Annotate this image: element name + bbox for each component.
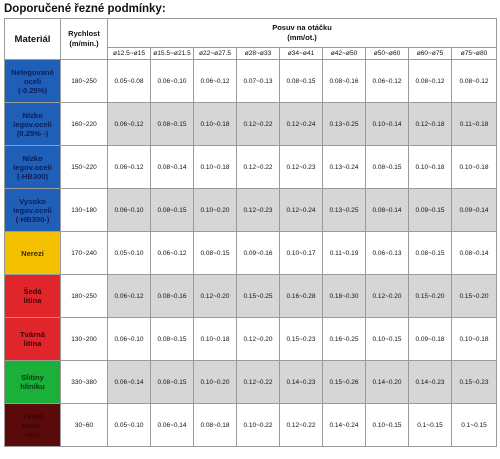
feed-cell: 0.06~0.10 [151,60,194,103]
feed-cell: 0.06~0.12 [108,103,151,146]
speed-cell: 170~240 [61,232,108,275]
material-name-line: Nerezi [21,248,44,258]
material-cell [5,146,61,189]
feed-cell: 0.12~0.23 [280,146,323,189]
diameter-header-cell: ø60~ø75 [409,48,452,60]
feed-cell: 0.06~0.12 [194,60,237,103]
feed-cell: 0.10~0.18 [452,318,497,361]
material-name-line: (-HB300-) [15,214,50,224]
feed-cell: 0.15~0.20 [409,275,452,318]
table-body [5,60,497,447]
feed-cell: 0.10~0.18 [194,318,237,361]
table-row [5,275,497,318]
material-name-line: legov.oceli [13,162,52,172]
feed-cell: 0.06~0.10 [108,318,151,361]
material-name-line: litina [23,339,42,348]
feed-cell: 0.10~0.17 [280,232,323,275]
material-cell [5,60,61,103]
table-row [5,361,497,404]
feed-cell: 0.06~0.14 [151,404,194,447]
feed-cell: 0.11~0.18 [452,103,497,146]
feed-cell: 0.10~0.22 [237,404,280,447]
feed-cell: 0.09~0.14 [452,189,497,232]
feed-cell: 0.08~0.12 [452,60,497,103]
feed-header-line2: (mm/ot.) [287,33,317,42]
feed-cell: 0.08~0.14 [452,232,497,275]
material-cell [5,404,61,447]
feed-cell: 0.12~0.22 [237,103,280,146]
table-row [5,318,497,361]
speed-cell: 130~200 [61,318,108,361]
feed-cell: 0.12~0.24 [280,103,323,146]
speed-cell: 30~60 [61,404,108,447]
material-name-line: (0.25% -) [16,128,49,138]
feed-cell: 0.05~0.10 [108,404,151,447]
material-name-line: (-0.25%) [17,85,48,95]
header-row-main [5,19,497,48]
feed-cell: 0.1~0.15 [409,404,452,447]
speed-cell: 130~180 [61,189,108,232]
feed-cell: 0.08~0.15 [151,318,194,361]
diameter-header-cell: ø34~ø41 [280,48,323,60]
feed-cell: 0.08~0.14 [366,189,409,232]
table-row [5,404,497,447]
material-name-line: Nízko [22,110,43,120]
feed-cell: 0.08~0.15 [151,103,194,146]
diameter-header-cell: ø12.5~ø15 [108,48,151,60]
feed-cell: 0.06~0.12 [108,275,151,318]
material-name-line: Tvrdé [22,411,43,421]
material-header: Materiál [5,19,61,60]
feed-cell: 0.15~0.25 [237,275,280,318]
feed-cell: 0.08~0.15 [409,232,452,275]
material-name-line: mate- [22,420,43,430]
table-row [5,232,497,275]
feed-cell: 0.06~0.10 [108,189,151,232]
material-cell [5,361,61,404]
feed-cell: 0.12~0.22 [237,146,280,189]
feed-cell: 0.08~0.15 [280,60,323,103]
table-row [5,103,497,146]
feed-cell: 0.10~0.14 [366,103,409,146]
feed-cell: 0.09~0.18 [409,318,452,361]
feed-cell: 0.08~0.15 [151,361,194,404]
diameter-header-cell: ø15.5~ø21.5 [151,48,194,60]
feed-cell: 0.08~0.18 [194,404,237,447]
feed-cell: 0.10~0.18 [194,103,237,146]
table-row [5,189,497,232]
material-name-line: Tvárná [20,330,45,339]
feed-cell: 0.12~0.18 [409,103,452,146]
material-name-line: Šedá [23,287,42,296]
material-cell [5,318,61,361]
speed-cell: 330~380 [61,361,108,404]
feed-cell: 0.06~0.12 [366,60,409,103]
feed-cell: 0.12~0.22 [280,404,323,447]
material-name-line: riály [24,429,41,439]
feed-cell: 0.09~0.15 [409,189,452,232]
feed-cell: 0.10~0.18 [194,146,237,189]
feed-cell: 0.11~0.19 [323,232,366,275]
feed-cell: 0.08~0.15 [151,189,194,232]
feed-cell: 0.12~0.20 [237,318,280,361]
material-name-line: Vysoko [19,196,46,206]
feed-cell: 0.06~0.12 [108,146,151,189]
feed-cell: 0.05~0.08 [108,60,151,103]
feed-cell: 0.13~0.25 [323,103,366,146]
speed-cell: 160~220 [61,103,108,146]
feed-cell: 0.10~0.18 [409,146,452,189]
feed-header [108,19,497,48]
material-name-line: Nízko [22,153,43,163]
material-name-line: Nelegované [11,67,54,77]
feed-cell: 0.08~0.16 [323,60,366,103]
feed-cell: 0.15~0.23 [280,318,323,361]
feed-cell: 0.08~0.16 [151,275,194,318]
speed-header-line1: Rychlost [68,29,100,38]
feed-cell: 0.16~0.28 [280,275,323,318]
feed-cell: 0.10~0.20 [194,189,237,232]
diameter-header-cell: ø50~ø60 [366,48,409,60]
feed-cell: 0.14~0.23 [280,361,323,404]
material-cell [5,275,61,318]
feed-cell: 0.12~0.20 [366,275,409,318]
material-cell [5,103,61,146]
feed-cell: 0.06~0.14 [108,361,151,404]
feed-cell: 0.06~0.13 [366,232,409,275]
feed-cell: 0.12~0.20 [194,275,237,318]
feed-cell: 0.08~0.14 [151,146,194,189]
feed-cell: 0.15~0.23 [452,361,497,404]
material-cell [5,189,61,232]
feed-header-line1: Posuv na otáčku [272,23,332,32]
material-name-line: legov.oceli [13,205,52,215]
speed-cell: 180~250 [61,60,108,103]
feed-cell: 0.15~0.20 [452,275,497,318]
diameter-header-cell: ø28~ø33 [237,48,280,60]
material-cell [5,232,61,275]
feed-cell: 0.08~0.15 [366,146,409,189]
feed-cell: 0.14~0.20 [366,361,409,404]
table-row [5,60,497,103]
diameter-header-cell: ø75~ø80 [452,48,497,60]
feed-cell: 0.05~0.10 [108,232,151,275]
feed-cell: 0.06~0.12 [151,232,194,275]
feed-cell: 0.12~0.24 [280,189,323,232]
material-name-line: hliníku [20,382,45,391]
material-name-line: litina [23,296,42,305]
page-title: Doporučené řezné podmínky: [4,3,166,15]
feed-cell: 0.10~0.15 [366,318,409,361]
material-name-line: (-HB300) [16,171,49,181]
diameter-header-cell: ø42~ø50 [323,48,366,60]
speed-header-line2: (m/min.) [69,39,99,48]
feed-cell: 0.07~0.13 [237,60,280,103]
material-name-line: oceli [23,76,42,86]
feed-cell: 0.08~0.15 [194,232,237,275]
feed-cell: 0.1~0.15 [452,404,497,447]
feed-cell: 0.14~0.24 [323,404,366,447]
feed-cell: 0.14~0.23 [409,361,452,404]
feed-cell: 0.13~0.25 [323,189,366,232]
table-row [5,146,497,189]
feed-cell: 0.08~0.12 [409,60,452,103]
feed-cell: 0.10~0.18 [452,146,497,189]
feed-cell: 0.12~0.23 [237,189,280,232]
feed-cell: 0.12~0.22 [237,361,280,404]
cutting-conditions-table [4,18,497,447]
feed-cell: 0.13~0.24 [323,146,366,189]
diameter-header-cell: ø22~ø27.5 [194,48,237,60]
feed-cell: 0.18~0.30 [323,275,366,318]
feed-cell: 0.16~0.25 [323,318,366,361]
material-name-line: Slitiny [21,373,44,382]
speed-cell: 150~220 [61,146,108,189]
material-name-line: legov.oceli [13,119,52,129]
feed-cell: 0.15~0.26 [323,361,366,404]
speed-cell: 180~250 [61,275,108,318]
feed-cell: 0.09~0.16 [237,232,280,275]
feed-cell: 0.10~0.15 [366,404,409,447]
speed-header [61,19,108,60]
feed-cell: 0.10~0.20 [194,361,237,404]
